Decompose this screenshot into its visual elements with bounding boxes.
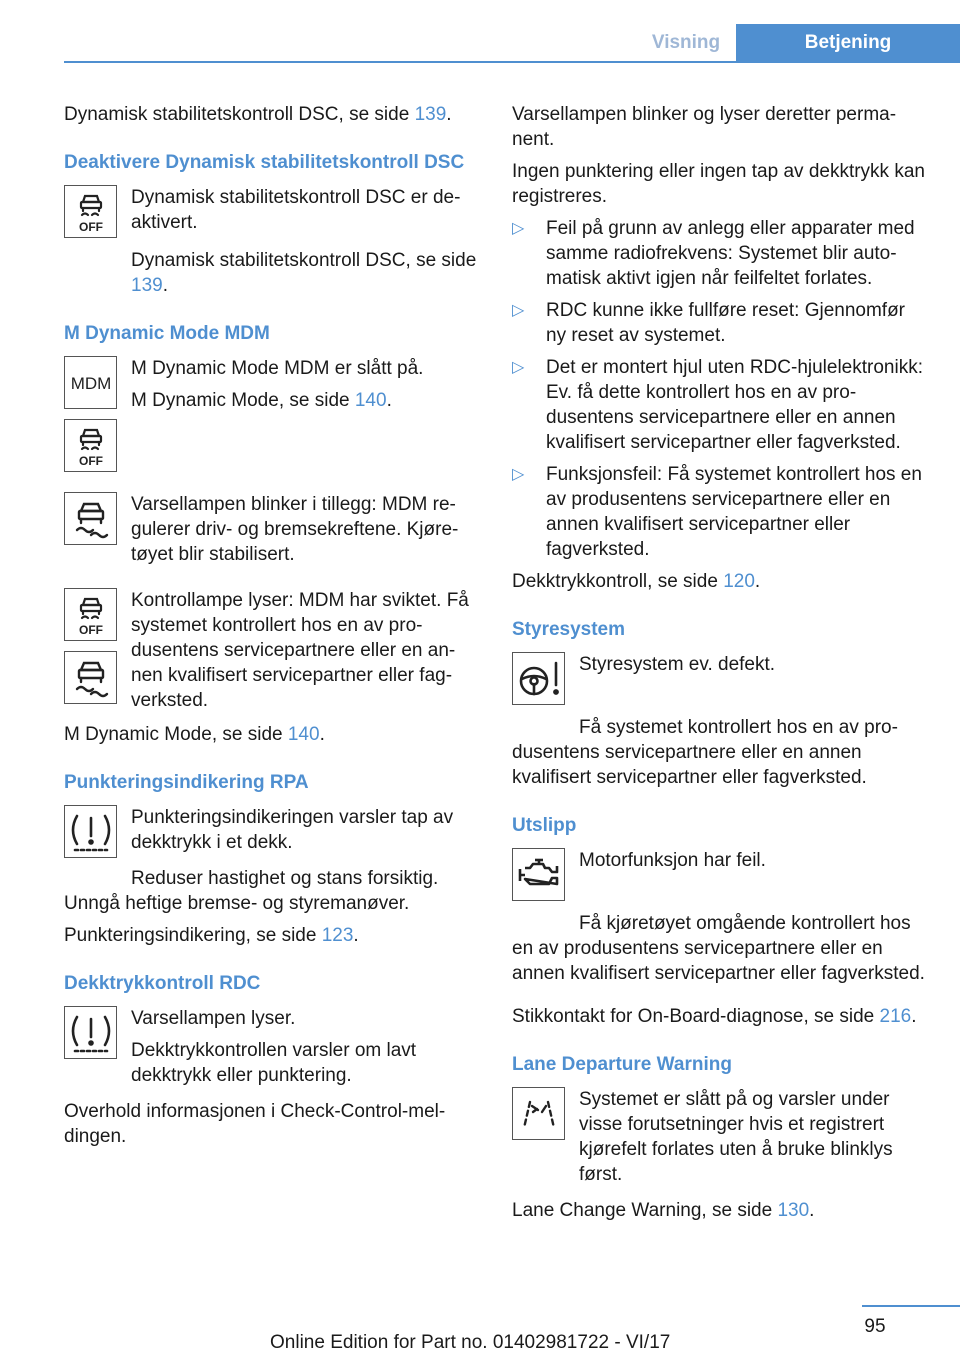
list-item: ▷ RDC kunne ikke fullføre reset: Gjennomfør ny reset av systemet.	[512, 298, 928, 348]
lane-departure-icon	[512, 1087, 565, 1140]
page-link-216[interactable]: 216	[879, 1006, 912, 1027]
page-number: 95	[864, 1316, 886, 1337]
edition-footer: Online Edition for Part no. 01402981722 - VI/17	[270, 1332, 671, 1353]
rdc-line3: Overhold informasjonen i Check-Control-meldingen.	[64, 1101, 446, 1147]
steering-line2: Få systemet kontrollert hos en av produsentens servicepartnere eller en annen kvalifisert servicepartner eller fagverksted.	[512, 717, 898, 788]
dsc-blink-entry	[64, 492, 480, 574]
tab-visning[interactable]: Visning	[651, 32, 721, 53]
mdm-ref2: M Dynamic Mode, se side 140.	[64, 724, 325, 745]
emission-entry	[512, 848, 928, 911]
list-item: ▷ Funksjonsfeil: Få systemet kontrollert hos en av produsentens servicepartnere eller en annen kvalifisert servicepartner eller fagverksted.	[512, 462, 928, 562]
steering-entry	[512, 652, 928, 715]
heading-dsc-off: Deaktivere Dynamisk stabilitetskontroll DSC	[64, 152, 465, 173]
lane-line1: Systemet er slått på og varsler under visse forutsetninger hvis et registrert kjørefelt forlates uten å bruke blinklys først.	[579, 1089, 893, 1185]
heading-rdc: Dekktrykkontroll RDC	[64, 973, 261, 994]
left-column	[64, 102, 480, 1156]
heading-emission: Utslipp	[512, 815, 577, 836]
tire-warning-icon	[64, 805, 117, 858]
dsc-off-line1: Dynamisk stabilitetskontroll DSC er deaktivert.	[131, 187, 461, 233]
obd-ref: Stikkontakt for On-Board-diagnose, se side 216.	[512, 1006, 917, 1027]
page-link-130[interactable]: 130	[777, 1200, 810, 1221]
dsc-skid-icon	[64, 492, 117, 545]
mdm-fail-text: Kontrollampe lyser: MDM har sviktet. Få systemet kontrollert hos en av produsentens servicepartnere eller en annen kvalifisert servicepartner eller fagverksted.	[131, 590, 469, 711]
lane-ref: Lane Change Warning, se side 130.	[512, 1200, 815, 1221]
tire-warning-icon-2	[64, 1006, 117, 1059]
steering-warning-icon	[512, 652, 565, 705]
dsc-off-icon-3	[64, 588, 117, 641]
dsc-off-icon	[64, 185, 117, 238]
header-tabs	[636, 24, 960, 62]
rdc-bullet-list	[512, 216, 928, 562]
svg-text:OFF: OFF	[78, 219, 103, 234]
rdc-ref: Dekktrykkontroll, se side 120.	[512, 571, 761, 592]
heading-mdm: M Dynamic Mode MDM	[64, 323, 270, 344]
rpa-ref: Punkteringsindikering, se side 123.	[64, 925, 359, 946]
dsc-off-icon-2	[64, 419, 117, 472]
list-item: ▷ Feil på grunn av anlegg eller apparater med samme radiofrekvens: Systemet blir automatisk aktivt igjen når feilfeltet forlates.	[512, 216, 928, 291]
dsc-off-ref: Dynamisk stabilitetskontroll DSC, se side 139.	[131, 250, 477, 296]
list-item: ▷ Det er montert hjul uten RDC-hjulelektronikk: Ev. få dette kontrollert hos en av produsentens servicepartnere eller en annen kvalifisert servicepartner eller fagverksted.	[512, 355, 928, 455]
mdm-blink-text: Varsellampen blinker i tillegg: MDM regulerer driv- og bremsekreftene. Kjøretøyet blir stabilisert.	[131, 494, 459, 565]
engine-icon	[512, 848, 565, 901]
emission-line1: Motorfunksjon har feil.	[579, 850, 766, 871]
dsc-intro: Dynamisk stabilitetskontroll DSC, se side 139.	[64, 104, 452, 125]
page-link-123[interactable]: 123	[321, 925, 354, 946]
tab-betjening[interactable]: Betjening	[736, 24, 960, 62]
mdm-fail-entry	[64, 588, 480, 720]
rpa-line2: Reduser hastighet og stans forsiktig. Unngå heftige bremse- og styremanøver.	[64, 868, 439, 914]
dsc-skid-icon-2	[64, 651, 117, 704]
lane-entry	[512, 1087, 928, 1194]
svg-text:OFF: OFF	[78, 453, 103, 468]
mdm-line1: M Dynamic Mode MDM er slått på.	[131, 358, 424, 379]
heading-lane: Lane Departure Warning	[512, 1054, 732, 1075]
right-column	[512, 102, 928, 1230]
mdm-entry	[64, 356, 480, 482]
svg-text:MDM: MDM	[70, 373, 111, 393]
rdc-line2: Dekktrykkontrollen varsler om lavt dekktrykk eller punktering.	[131, 1040, 417, 1086]
dsc-off-entry	[64, 185, 480, 248]
svg-text:OFF: OFF	[78, 622, 103, 637]
page-link-140b[interactable]: 140	[287, 724, 320, 745]
rdc-cont-line2: Ingen punktering eller ingen tap av dekktrykk kan registreres.	[512, 161, 925, 207]
rpa-entry	[64, 805, 480, 868]
page-link-140[interactable]: 140	[354, 390, 387, 411]
page-link-120[interactable]: 120	[723, 571, 755, 592]
rdc-cont-line1: Varsellampen blinker og lyser deretter permanent.	[512, 104, 897, 150]
rpa-line1: Punkteringsindikeringen varsler tap av dekktrykk i et dekk.	[131, 807, 454, 853]
rdc-line1: Varsellampen lyser.	[131, 1008, 296, 1029]
header-rule	[64, 61, 960, 63]
heading-rpa: Punkteringsindikering RPA	[64, 772, 309, 793]
steering-line1: Styresystem ev. defekt.	[579, 654, 776, 675]
mdm-ref: M Dynamic Mode, se side 140.	[131, 390, 392, 411]
mdm-icon	[64, 356, 117, 409]
footer-rule	[862, 1305, 960, 1307]
page-link-139[interactable]: 139	[414, 104, 447, 125]
page-link-139b[interactable]: 139	[131, 275, 163, 296]
heading-steering: Styresystem	[512, 619, 626, 640]
rdc-entry	[64, 1006, 480, 1095]
emission-line2: Få kjøretøyet omgående kontrollert hos en av produsentens servicepartnere eller en annen kvalifisert servicepartner eller fagverksted.	[512, 913, 925, 984]
